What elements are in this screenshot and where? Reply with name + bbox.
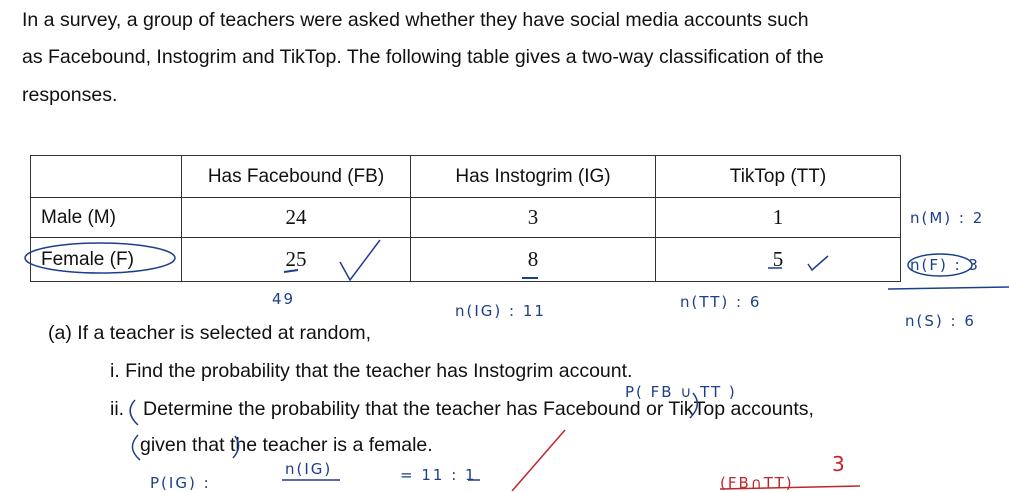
handwritten-bottom-equals: = 11 : 1: [400, 466, 477, 484]
handwritten-p-fb-union-tt: P( FB ∪ TT ): [625, 383, 737, 401]
bracket-marks: [130, 393, 697, 460]
cell: 3: [411, 198, 656, 238]
handwritten-red-fb-tt: (FB∩TT): [720, 474, 794, 492]
handwritten-fb-total: 49: [272, 290, 296, 308]
handwritten-n-m: n(M) : 2: [910, 209, 985, 227]
handwritten-n-tt: n(TT) : 6: [680, 293, 762, 311]
cell: 24: [182, 198, 411, 238]
intro-line-2: as Facebound, Instogrim and TikTop. The following table gives a two-way classification of the: [22, 46, 824, 68]
circle-female-mark: [25, 243, 175, 273]
table-header-fb: Has Facebound (FB): [182, 156, 411, 198]
cell: 1: [656, 198, 901, 238]
intro-line-1: In a survey, a group of teachers were asked whether they have social media accounts such: [22, 9, 809, 31]
circle-nf-mark: [908, 254, 972, 276]
handwritten-n-f: n(F) : 3: [910, 256, 980, 274]
cell: 8: [411, 238, 656, 282]
table-header-tt: TikTop (TT): [656, 156, 901, 198]
handwritten-red-3: 3: [832, 452, 847, 476]
handwritten-n-s: n(S) : 6: [905, 312, 976, 330]
row-label-female: Female (F): [31, 238, 182, 282]
sum-line: [888, 287, 1009, 289]
table-header-ig: Has Instogrim (IG): [411, 156, 656, 198]
intro-line-3: responses.: [22, 84, 118, 106]
cell: 5: [656, 238, 901, 282]
row-label-male: Male (M): [31, 198, 182, 238]
question-a: (a) If a teacher is selected at random,: [48, 322, 371, 344]
cell: 25: [182, 238, 411, 282]
check-icon: [340, 240, 380, 280]
underline-25: [284, 270, 298, 272]
question-ii-number: ii.: [110, 398, 125, 420]
check-icon: [808, 256, 828, 270]
handwritten-bottom-p: P(IG) :: [150, 474, 211, 492]
red-underline: [720, 486, 860, 489]
handwritten-n-ig: n(IG) : 11: [455, 302, 546, 320]
question-ii-continued: given that the teacher is a female.: [140, 434, 433, 456]
question-i: i. Find the probability that the teacher has Instogrim account.: [110, 360, 633, 382]
red-tick-mark: [512, 430, 565, 491]
handwritten-bottom-fraction: n(IG): [285, 460, 333, 478]
question-ii: Determine the probability that the teacher has Facebound or TikTop accounts,: [143, 398, 814, 420]
